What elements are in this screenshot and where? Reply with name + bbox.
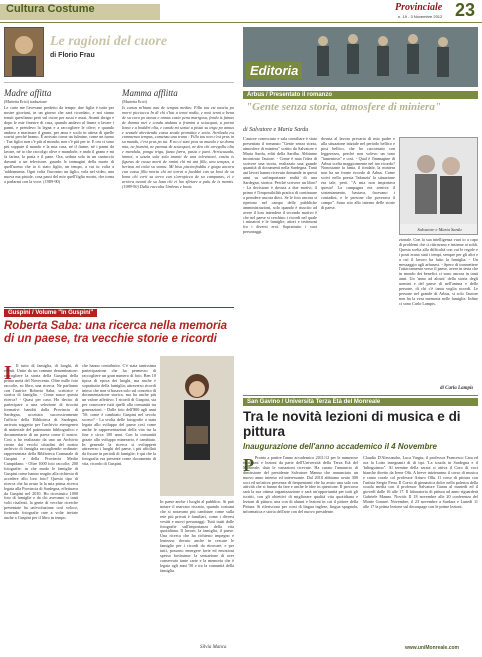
lezioni-tag: San Gavino / Università Terza Età del Monreale: [243, 398, 478, 406]
page-number: 23: [455, 0, 476, 20]
drop-cap-p: P: [243, 455, 254, 475]
interview-text-1: Il tutto di famiglia, di luoghi, di eventi. Unite da un comune denominatore: raccogliere la storia della Guspini della prima metà del Novecento. Oltre mille foto raccolte, su libro, una ricerca. Ne parliamo con l'autrice Roberta Saba, scrittrice e storica di famiglia. - Come nasce questa ricerca? - Quasi per caso. Ho deciso di partecipare a una selezione di tirocini formativi banditi dalla Provincia di Sardegna, accettato successivamente l'ufficio della Biblioteca di Sardegna, arrivata soggetto per l'archivio eterogeneo di materiale del patrimonio bibliografico e documentario di un paese come il nostro. Così a ho realizzato da uno un Archivio creato dai vecchi cittadini del nostro archivio di famiglia raccogliendo ordinate: rappresentata della Biblioteca Comunale di Guspini e della Provincia Medio Campidano. - Oltre 1000 foto raccolte, 200 fotografie: in che modo le famiglie di Guspini come hanno reagito alla richiesta di accedere allo loro foto? Questo tipo di ricerca che ha avuto la la mia prima ricerca legata alla Provincia di Sardegna, effettuava da Guspini nel 2010. Ho ricostruito 1000 foto di famiglie e da chi avevamo si tanti volti risalenti. la gente di vecchie ricerche presentate ha un'evoluzione così veloce, fornendo fotografie rare a volte inviate anche a Guspini per il libro in tempo.: [4, 364, 78, 521]
interview-text-3: In paese anche i luoghi al pubblico. Si può notare il marcato riscatto, quando costumi che si notavano più cambiare come sulla rete più privati è familiari, come i diversi vestiti e nuovi personaggi. Tutti tratti dalle fotografie sull'importanza della vita quotidiana. Il lavoro, la famiglia, il paese. Una ricerca che ha richiesto impegno e lentezza: dovuto anche in cercare le famiglie per i ricordi da ritrovare, e per tutti, possono emergere forte ed emozioni spesso fortissime: la sensazione di aver conservato tante carte e la memoria che è legato agli anni '50 e tra la comunità della famiglia.: [160, 500, 234, 573]
lezioni-rule: [243, 395, 478, 396]
editoria-text-2: dovuta al lavoro precario di mio padre e alla situazione iniziale nel periodo bellico e post bellico, che ho raccontato con leggerezza, perché non volevo un tono "lamentoso" e così. - Qual è l'immagine di Arbus scelta maggiormente nel tuo ricordo? Nonostante la fama, il fondale, la miniera non ha un fronte ricordo di Arbus. Come scrivi nella poesia 'Infanzia' la situazione era tale, però. "A mia non importava questo! La campagna era sentiva il sostentamento, bastava, facevano i contadini, e le persone che poverava il campo". Sono sito allo interno delle storie di paese.: [321, 137, 395, 210]
couple-photo-icon: [400, 138, 477, 224]
header-rule: [0, 22, 482, 23]
lezioni-website-link[interactable]: www.uniMonreale.com: [405, 645, 459, 651]
lezioni-title: Tra le novità lezioni di musica e di pittura: [243, 409, 461, 439]
interview-signature: Silvia Manca: [200, 645, 227, 650]
editoria-title: "Gente senza storia, atmosfere di miniera": [246, 101, 441, 113]
poem2-caption: (Marietta Erici): [122, 99, 147, 104]
interview-rule: [4, 307, 234, 308]
poem1-text: Le carte me l'avevano predetto da tempo: due figlie è tutto per nostre gioviani, in un giorno che sarà ricordato, e noi siamo tenuti quest'anno però sul cuore per assai e assai. Avanti sbriga e dopo le mie finestre di casa, quando andavo al fiume a lavare i panni, e prendevo la legna e a raccogliere le olive; e quando andavo a macinare il grano, per ansa e scolo in attesa di quelle sorrisi perché bramo. È arrivato come un fulmine, come un tuono : Tua figlio non c'è più al mondo; non c'è più per te. E ora ci sono più soppure il mondo e la mia casa, né il fiume, né i panni da lavare, né io che raccolgo olive e mandorle, e ando il grano e mi fa farina, la pasta e il pane. Ora, seduta sola in un cantuccio davanti a un televisore, guardo le immagini della morte di quell'uomo che io ti stato figlio, un tempo, a cui tu volta a 'addormenta. Ogni volta l'incontro un figlio, vola nel video, una nuova ma pistole, cosa passi del mio quell'figlio morto, che torna a parlarmi con la voce. (1989-90): [4, 106, 114, 184]
newspaper-logo: Provinciale: [395, 2, 443, 13]
authors-photo: [399, 137, 478, 235]
interview-text-2: che hanno contribuito. C'è stata tantissima partecipazione che ha permesso di raccogliere un gran numero di foto. Ben 10 tipica di epoca dei luoghi, ma anche e soprattutto della famiglia; attraverso ricordi inteso che non si basava solo sul concetto di documentazione storica, ma ha anche più un valore affettivo. I ricordi di Guspini, sia per conoscere tutti quelli alla comunità tra generazioni. - Dalle foto dell'800 agli anni '50: come è cambiato Guspini nel secolo scorso? - La svolta delle fotografie a stata legata allo sviluppo del paese così come anche le rappresentazioni della vita tra la fine e circa 100 anni. Con la comunità grazie allo sviluppo minerario, è cambiato. In generale la ricerca si svilupperà attraverso i luoghi del paese, i più affollati da fissare in periodi di famiglie; è qui che la fotografia era presente come documento di vita, ricordo di Guspini.: [82, 364, 156, 467]
editoria-tag: Arbus / Presentato il romanzo: [243, 91, 478, 99]
editoria-signature: di Carla Lampis: [440, 386, 474, 391]
person-photo-icon: [160, 356, 234, 496]
column-byline: di Florio Frau: [50, 52, 95, 59]
column-title: Le ragioni del cuore: [50, 34, 168, 49]
author-photo: [4, 27, 44, 77]
section-title: Cultura Costume: [6, 3, 95, 15]
issue-date: n. 19 - 3 Novembre 2012: [398, 14, 443, 19]
lezioni-text-2: Claudio D'Alessandro, Luca Vargiu; il professor Francesco Cara ed ora la Lotto insegnanti di di tipi. 'La scuola in Sardegna e il 'bilinguismo''. Al termine della serata si attiva il Coro di voci bianche diretto da Irene Ofà. A breve inizieranno il corso di musica e canto corale col professor Arturo Ollu. Il corso di pittura con l'artista Sergio Fenu. Il Corso di ginnastica dolce nella palestra della scuola media con il professor Salvatore Garau al martedì ed il giovedì dalle 16 alle 17. Il laboratorio di pittura ad anno riguarderà Gabriele Manno. Novità: Il 18 novembre alle 20 conferenza del Monte Gonaré. Novembre, il 23 novembre a Sardara e Lunedì 11 alle 17 la prima lezione sul decoupage con le prime lezioni.: [363, 456, 478, 510]
page-header: [0, 0, 482, 22]
interview-tag: Guspini / Volume "In Guspini": [4, 309, 97, 317]
poem2-text: Is cartas m'hiant nau de tempus medas: Fillu tou est nasciu po morri piccioccu In dì chi s'hat a tenni nodìu, e nosi tenni a bena de su coru po annus e annus cusia pena marigosa, fendu is fainas de donnia mei e condu andanu a frumini a sciacquai, a portai linna e a boddiri olia, e candu mi seziai a pistai su trigu po annus e sezzabi abrettendu cussa zeoda promittia e xetiu. Arribadu est cummenzu tempus, cumenzu una trunu : Fillu tou non c'est prus in su mundu, c'est prus po tui. E no ci sunt prus su mundu e sa domu mia, ne frumini, ne pannus de sciacquai, ne deu chi arregollu olia e mendula, pongu trigu, fazzu farra, pasta e pani. Arriscusadu, immoi, a sezzia sola sola ananti de una televisioni, castiu is figuras de cussa morti de omini chi mi ant fillu, unu tempus, a herissu mi colat su sonnu. Mi bisu piscinofoddiu e giugu ancora cun cussa fillu mortu chi mi torrat a fueddai cun sa boxi de sa bona chi cerit sa terra cun s'arropicca de sa campanas, ei e arriera avanti de sa luna chi ei luo sfirtare a palu de is montis. (1989-90) Dalla raccolta Umbras e boxis: [122, 106, 234, 189]
drop-cap: I: [4, 362, 12, 384]
poem1-caption: (Marietta Erici) traduzione: [4, 99, 47, 104]
editoria-text-1: L'autore conosciuto e sala consiliare è stato presentato il romanzo "Gente senza storia, atmosfere di miniera" scritto da Salvatore e Maria Sardu, editi della Sardha. Abbiamo incontrato l'autore. - Come è nata l'idea di scrivere una storia, realizzato una grande quantità di documenti nella Sardegna. Tanti ani lavori hanno ricevuto domande in questi anni su un'importante realtà di una Sardegna, storica. Perché scrivere un libro? - La decisione è dovuta a due motivi, il primo è l'impossibilità pratica di continuare a prendere ancora dieci. Se le foto ancora si ripetono nel campo delle pubbliche amministrazioni, solo quando è riuscito ad avere il loro intendere il secondo motivo è che nel paese si cerchino i ricordi nel quale i minatori e le famiglie, attori e testimoni fra i diversi eroi. Soprattutto i suoi personaggi.: [243, 137, 317, 235]
lezioni-text-1: Pronto a partire l'anno accademico 2011/12 per le numerose iscrizioni e lezioni da parte dell'Università della Terza Età del Monreale, dato le variazioni ricevute. Ha curato l'annuncio di dimissione del presidente Salvatore Manno che annunciato un nuovo anno intenso ed interessante. Dal 2010 abbiamo avuto 300 soci ed un'attiva presenza di frequentanti che ha avuto una sala con attività che si hanno da fare e anche le idee in questione. Il percorso sarà la sua ottima organizzazione e sarà un'opportunità per tutti gli iscritti, con gli obiettivi di migliorare qualità vita quotidiana e lezioni di pittura, una con di alunni e lezioni in cui il pittore della Pittura. Si riferiscono per corsi di lingua inglese, lingua spagnola, informatica e storia dell'arte con del nuovo presidente.: [243, 456, 358, 514]
poem1-title: Madre affitta: [4, 88, 52, 98]
authors-photo-caption: Salvatore e Maria Sardu: [417, 227, 462, 232]
editoria-label: Editoria: [246, 62, 302, 79]
poem2-title: Mamma afflitta: [122, 88, 178, 98]
lezioni-subtitle: Inaugurazione dell'anno accademico il 4 Novembre: [243, 442, 437, 451]
column-divider: [4, 82, 234, 83]
editoria-text-3: zionale. Con la sua intelligenza vuoi io a capo di problemi che ci ritiravano e insieme ai soldi. Questa scelta alla difficoltà con cui le regole e i posti erano stati i tempi, sempre per gli altri e a cui il lavoro ha fatto la famiglia. - Un messaggio agli arbusesi. - Spero di trasmettere l'attaccamento verso il paese, avere in testa che in mondo dei benefici ci sono ancora in tanti anni. Un 'anno ad alcuni' della storia degli uomini e del paese di nell'anima e delle persone, di chi c'è tanta voglia ricordi. Le persone nel grande di Arbus, si solo l'autore non ha la vera memoria nelle famiglie. Infine ci sono Carlo Lampis.: [399, 238, 478, 306]
interview-photo: [160, 356, 234, 496]
editoria-byline: di Salvatore e Maria Sardu: [243, 127, 309, 133]
interview-title: Roberta Saba: una ricerca nella memoria di un paese, tra vecchie storie e ricordi: [4, 320, 228, 345]
portrait-icon: [5, 28, 43, 76]
